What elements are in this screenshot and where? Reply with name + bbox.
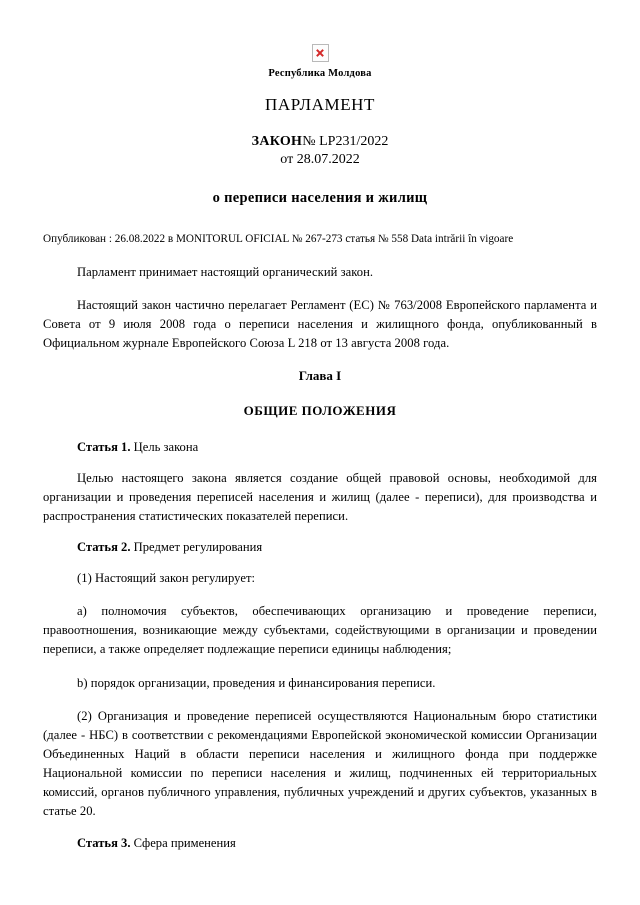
article-title-1: Цель закона — [133, 439, 199, 454]
article-1-paragraph-1: Целью настоящего закона является создание общей правовой основы, необходимой для организации и проведения переписей населения и жилищ (далее - переписи), для производства и распространения статистических показателей переписи. — [43, 470, 597, 523]
law-label: ЗАКОН — [251, 134, 303, 149]
page-title: о переписи населения и жилищ — [212, 190, 428, 206]
article-title-3: Сфера применения — [133, 835, 236, 850]
article-title-2: Предмет регулирования — [133, 539, 263, 554]
emblem-container — [43, 44, 597, 62]
law-number: № LP231/2022 — [302, 134, 389, 149]
transposition-paragraph: Настоящий закон частично перелагает Регламент (ЕС) № 763/2008 Европейского парламента и Совета от 9 июля 2008 года о переписи населения и жилищного фонда, опубликованный в Официальном журнале Европейского Союза L 218 от 13 августа 2008 года. — [43, 298, 597, 351]
broken-image-icon — [312, 44, 329, 62]
article-label-3: Статья 3. — [77, 835, 131, 850]
chapter-number: Глава I — [298, 367, 342, 383]
republic-line: Республика Молдова — [268, 68, 372, 79]
law-number-line — [43, 134, 597, 150]
article-heading-3 — [43, 836, 597, 851]
publication-info: Опубликован : 26.08.2022 в MONITORUL OFICIAL № 267-273 статья № 558 Data intrării în vigoare — [43, 233, 514, 245]
article-heading-1 — [43, 440, 597, 455]
article-label-1: Статья 1. — [77, 439, 131, 454]
intro-paragraph: Парламент принимает настоящий органический закон. — [77, 265, 374, 279]
institution-title: ПАРЛАМЕНТ — [264, 95, 376, 114]
article-2-paragraph-1: (1) Настоящий закон регулирует: — [77, 570, 256, 585]
article-2-item-b: b) порядок организации, проведения и финансирования переписи. — [77, 675, 436, 690]
article-2-paragraph-2: (2) Организация и проведение переписей осуществляются Национальным бюро статистики (далее - НБС) в соответствии с рекомендациями Европейской экономической комиссии Организации Объединенных Наций в области переписи населения и жилищного фонда при поддержке Национальной комиссии по переписи населения и жилищ, подчиненных ей территориальных комиссий, органов публичного управления, публичных учреждений и других субъектов, указанных в статье 20. — [43, 708, 597, 819]
article-label-2: Статья 2. — [77, 539, 131, 554]
article-2-item-a: a) полномочия субъектов, обеспечивающих организацию и проведение переписи, правоотношения, возникающие между субъектами, содействующими в организации и проведении переписи, а также определяет подлежащие переписи единицы наблюдения; — [43, 604, 597, 657]
law-date: от 28.07.2022 — [280, 152, 360, 167]
article-heading-2 — [43, 540, 597, 555]
chapter-name: ОБЩИЕ ПОЛОЖЕНИЯ — [243, 402, 397, 418]
